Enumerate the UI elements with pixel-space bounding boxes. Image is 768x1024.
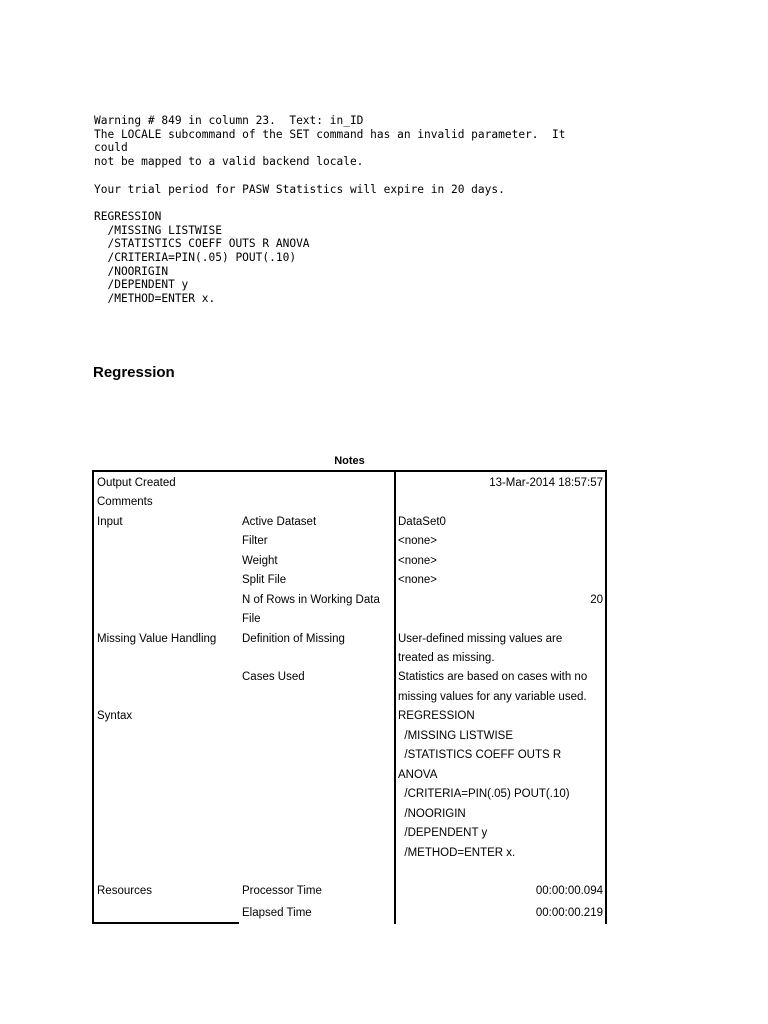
processor-time-value: 00:00:00.094	[535, 885, 603, 897]
log-line: /MISSING LISTWISE	[94, 223, 222, 237]
syntax-line: /METHOD=ENTER x.	[398, 847, 516, 859]
syntax-line: /MISSING LISTWISE	[398, 730, 514, 742]
table-border-left	[92, 470, 94, 924]
log-line: not be mapped to a valid backend locale.	[94, 155, 364, 169]
table-border-bottom	[92, 922, 239, 924]
column-divider	[394, 470, 396, 924]
definition-of-missing-value: User-defined missing values are	[398, 633, 563, 645]
input-label: Input	[97, 516, 123, 528]
log-line: /DEPENDENT y	[94, 278, 189, 292]
weight-value: <none>	[398, 555, 438, 567]
syntax-line: REGRESSION	[398, 710, 475, 722]
syntax-line: /STATISTICS COEFF OUTS R	[398, 749, 562, 761]
split-file-value: <none>	[398, 574, 438, 586]
notes-table-title: Notes	[334, 455, 365, 467]
n-rows-label: N of Rows in Working Data	[242, 594, 380, 606]
syntax-label: Syntax	[97, 710, 133, 722]
log-line: /METHOD=ENTER x.	[94, 292, 216, 306]
log-line: /NOORIGIN	[94, 264, 169, 278]
active-dataset-value: DataSet0	[398, 516, 446, 528]
n-rows-label-cont: File	[242, 613, 261, 625]
processor-time-label: Processor Time	[242, 885, 322, 897]
log-line: REGRESSION	[94, 209, 162, 223]
log-line: /STATISTICS COEFF OUTS R ANOVA	[94, 237, 310, 251]
syntax-line: /DEPENDENT y	[398, 827, 488, 839]
output-created-label: Output Created	[97, 477, 176, 489]
resources-label: Resources	[97, 885, 152, 897]
syntax-line: /NOORIGIN	[398, 808, 466, 820]
syntax-line: ANOVA	[398, 769, 438, 781]
syntax-log	[94, 114, 565, 306]
n-rows-value: 20	[590, 594, 603, 606]
output-created-value: 13-Mar-2014 18:57:57	[489, 477, 603, 489]
weight-label: Weight	[242, 555, 278, 567]
elapsed-time-value: 00:00:00.219	[535, 907, 603, 919]
definition-of-missing-label: Definition of Missing	[242, 633, 345, 645]
cases-used-value-cont: missing values for any variable used.	[398, 691, 587, 703]
definition-of-missing-value-cont: treated as missing.	[398, 652, 495, 664]
log-line: Warning # 849 in column 23. Text: in_ID	[94, 114, 364, 127]
elapsed-time-label: Elapsed Time	[242, 907, 312, 919]
table-border-right	[605, 470, 607, 924]
table-border-top	[92, 470, 607, 472]
notes-table	[92, 470, 607, 924]
split-file-label: Split File	[242, 574, 287, 586]
comments-label: Comments	[97, 496, 153, 508]
filter-label: Filter	[242, 535, 268, 547]
log-line: Your trial period for PASW Statistics will expire in 20 days.	[94, 182, 505, 196]
filter-value: <none>	[398, 535, 438, 547]
missing-value-handling-label: Missing Value Handling	[97, 633, 217, 645]
log-blank-line	[94, 169, 565, 183]
active-dataset-label: Active Dataset	[242, 516, 317, 528]
cases-used-value: Statistics are based on cases with no	[398, 671, 588, 683]
log-blank-line	[94, 196, 565, 210]
cases-used-label: Cases Used	[242, 671, 305, 683]
syntax-line: /CRITERIA=PIN(.05) POUT(.10)	[398, 788, 570, 800]
log-line: could	[94, 141, 128, 155]
section-title: Regression	[93, 364, 175, 381]
log-line: The LOCALE subcommand of the SET command has an invalid parameter. It	[94, 127, 566, 141]
log-line: /CRITERIA=PIN(.05) POUT(.10)	[94, 251, 297, 264]
